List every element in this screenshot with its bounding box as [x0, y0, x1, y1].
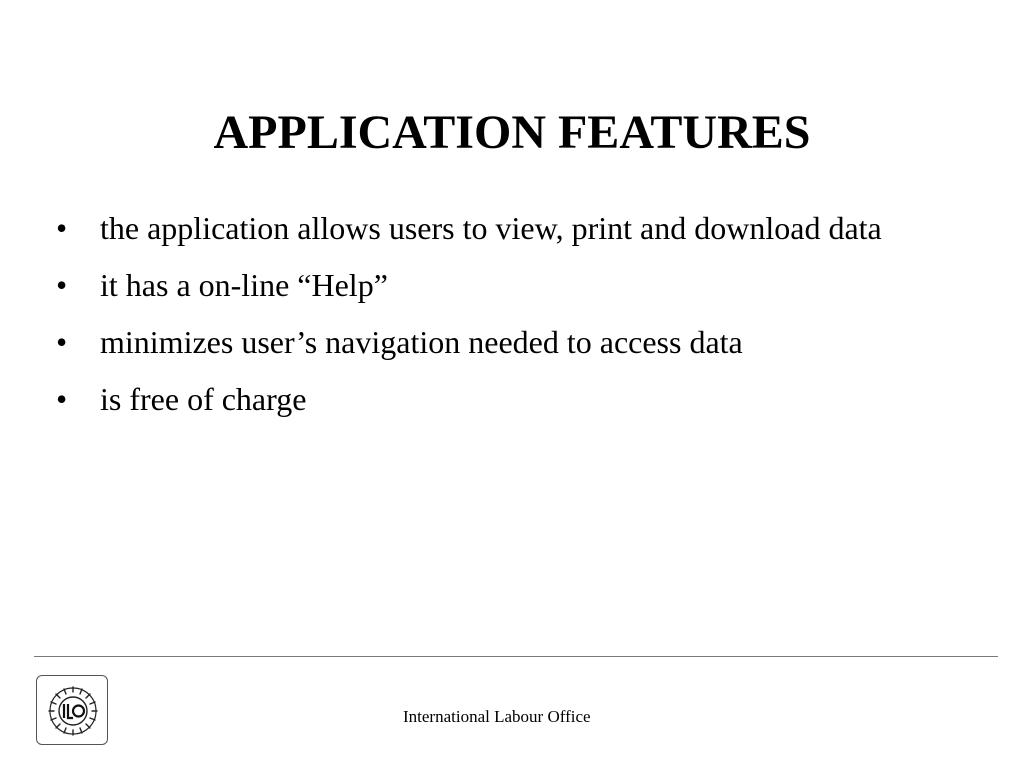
bullet-text: it has a on-line “Help”: [100, 267, 388, 303]
bullet-text: minimizes user’s navigation needed to access data: [100, 324, 743, 360]
ilo-logo-icon: [36, 675, 108, 745]
bullet-marker: •: [56, 381, 68, 417]
bullet-list: [56, 204, 936, 432]
slide-title: APPLICATION FEATURES: [213, 106, 811, 159]
bullet-item: [56, 204, 936, 252]
bullet-item: [56, 261, 936, 309]
bullet-text: is free of charge: [100, 381, 307, 417]
footer-organization: International Labour Office: [403, 707, 591, 726]
bullet-marker: •: [56, 324, 68, 360]
bullet-item: [56, 375, 936, 423]
footer-divider: [34, 656, 998, 657]
bullet-marker: •: [56, 210, 68, 246]
bullet-item: [56, 318, 936, 366]
bullet-text: the application allows users to view, print and download data: [100, 210, 882, 246]
bullet-marker: •: [56, 267, 68, 303]
